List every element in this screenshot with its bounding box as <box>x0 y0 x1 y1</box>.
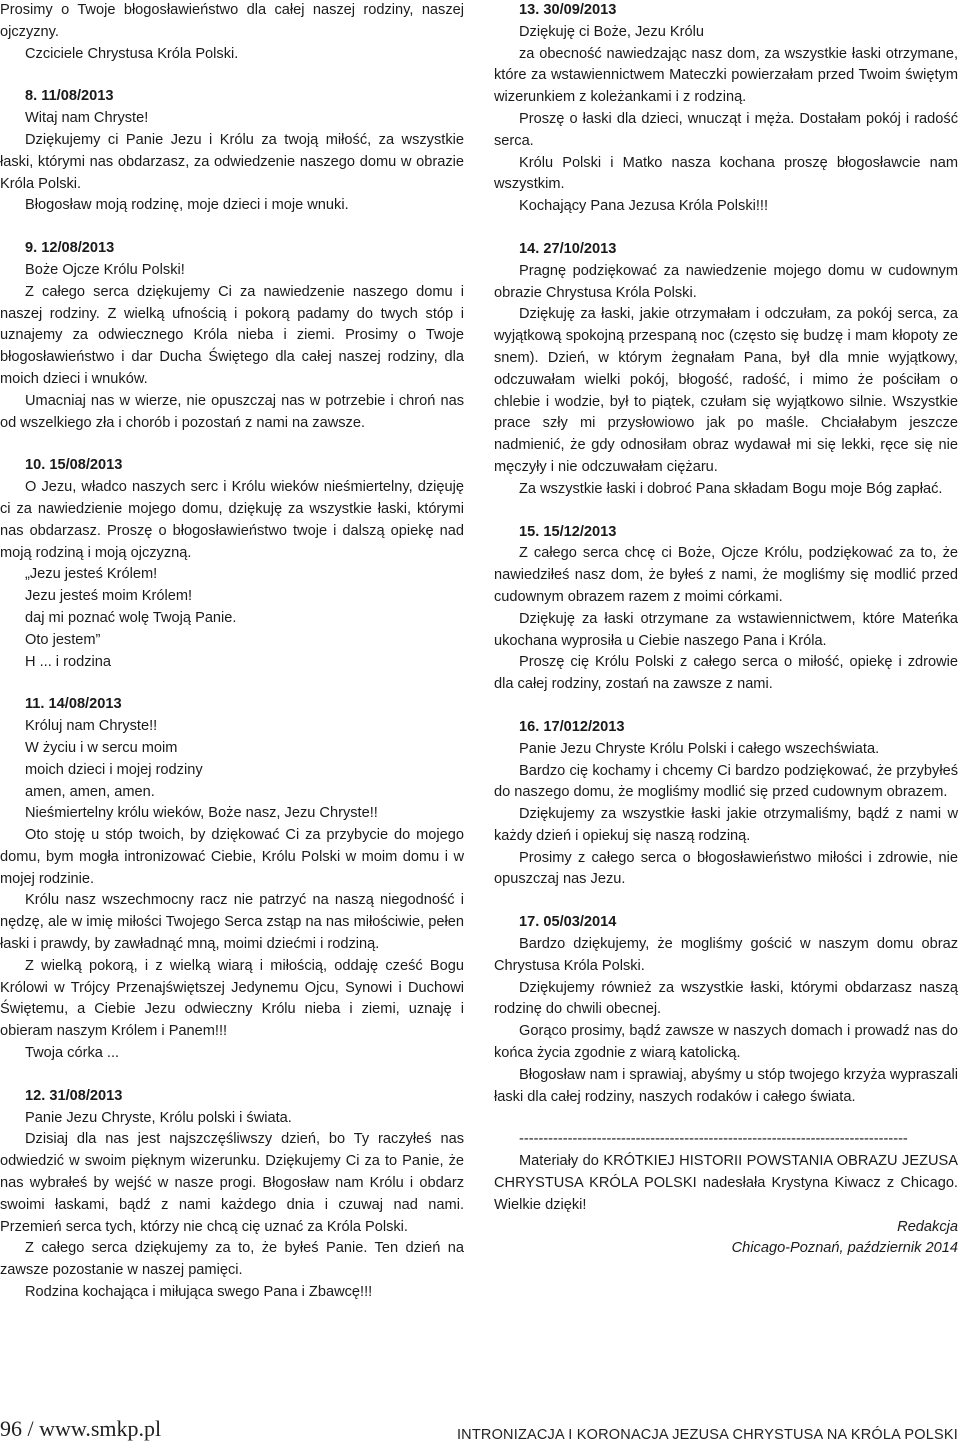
entry-signature: H ... i rodzina <box>25 653 111 670</box>
entry-number: 13. 30/09/2013 <box>519 2 617 18</box>
entry-17 <box>494 912 958 1108</box>
entry-15 <box>494 522 958 696</box>
entry-12 <box>0 1086 464 1304</box>
verse-line: Króluj nam Chryste!! <box>25 718 158 735</box>
entry-9 <box>0 238 464 434</box>
entry-paragraph: Pragnę podziękować za nawiedzenie mojego domu w cudownym obrazie Chrystusa Króla Polski. <box>494 262 958 301</box>
entry-paragraph: Z całego serca dziękujemy Ci za nawiedzenie naszego domu i naszej rodziny. Z wielką ufnością i pokorą padamy do twych stóp i uznajemy za odwiecznego Króla nieba i ziemi. Prosimy o Twoje błogosławieństwo i dar Ducha Świętego dla całej naszej rodziny, dla moich dzieci i wnuków. <box>0 283 464 387</box>
verse-line: daj mi poznać wolę Twoją Panie. <box>25 609 237 626</box>
entry-paragraph: za obecność nawiedzając nasz dom, za wszystkie łaski otrzymane, które za wstawiennictwem Mateczki powierzałam przed Twoim świętym wizerunkiem z koleżankami i z rodziną. <box>494 45 958 106</box>
entry-number: 16. 17/012/2013 <box>519 718 625 735</box>
entry-greeting: Dziękuję ci Boże, Jezu Królu <box>519 23 704 40</box>
entry-number: 14. 27/10/2013 <box>519 240 617 257</box>
verse-line: Oto jestem” <box>25 631 101 648</box>
entry-number: 17. 05/03/2014 <box>519 914 617 931</box>
intro-paragraph: Prosimy o Twoje błogosławieństwo dla całej naszej rodziny, naszej ojczyzny. <box>0 2 464 40</box>
verse-line: W życiu i w sercu moim <box>25 739 178 756</box>
entry-number: 9. 12/08/2013 <box>25 240 115 257</box>
entry-greeting: Panie Jezu Chryste, Królu polski i świata. <box>25 1109 292 1126</box>
entry-paragraph: Dziękujemy ci Panie Jezu i Królu za twoją miłość, za wszystkie łaski, którymi nas obdarzasz, za odwiedzenie naszego domu w obrazie Króla Polski. <box>0 131 464 192</box>
entry-paragraph: Bardzo dziękujemy, że mogliśmy gościć w naszym domu obraz Chrystusa Króla Polski. <box>494 936 958 974</box>
entry-paragraph: Dziękujemy również za wszystkie łaski, którymi obdarzasz naszą rodzinę do chwili obecnej. <box>494 979 958 1018</box>
editor-signature: Redakcja <box>897 1218 958 1235</box>
verse-line: amen, amen, amen. <box>25 783 155 800</box>
entry-paragraph: O Jezu, władco naszych serc i Królu wieków nieśmiertelny, dzięuję ci za nawiedzienie mojego domu, dziękuję za wszystkie łaski, którymi nas obdarzasz. Proszę o błogosławieństwo twoje i dalszą opiekę nad moją rodziną i moją ojczyzną. <box>0 479 464 561</box>
entry-13 <box>494 0 958 218</box>
entry-paragraph: Prosimy z całego serca o błogosławieństwo miłości i zdrowie, nie opuszczaj nas Jezu. <box>494 849 958 888</box>
credit-note: Materiały do KRÓTKIEJ HISTORII POWSTANIA OBRAZU JEZUSA CHRYSTUSA KRÓLA POLSKI nadesłała Krystyna Kiwacz z Chicago. Wielkie dzięki! <box>494 1153 958 1213</box>
entry-signature: Twoja córka ... <box>25 1045 120 1062</box>
intro-signature: Czciciele Chrystusa Króla Polski. <box>25 45 239 62</box>
entry-paragraph: Dziękuję za łaski, jakie otrzymałam i odczułam, za pokój serca, za wyjątkową spokojną przespaną noc (często się budzę i mam kłopoty ze snem). Dzień, w którym żegnałam Pana, był dla mnie wyjątkowy, odczuwałam wielki pokój, błogość, radość, i mimo że pościłam o chlebie i wodzie, był to piątek, czułam się wyjątkowo silnie. Wszystkie prace szły mi przysłowiowo jak po maśle. Chciałabym jeszcze nadmienić, że gdy odnosiłam obraz wydawał mi się lekki, ręce się nie męczyły i nie odczuwałam ciężaru. <box>494 306 958 475</box>
entry-number: 12. 31/08/2013 <box>25 1087 123 1104</box>
entry-paragraph: Proszę o łaski dla dzieci, wnucząt i męża. Dostałam pokój i radość serca. <box>494 110 958 149</box>
entry-signature: Kochający Pana Jezusa Króla Polski!!! <box>519 198 769 215</box>
entry-paragraph: Z całego serca chcę ci Boże, Ojcze Królu, podziękować za to, że nawiedziłeś nasz dom, że byłeś z nami, że mogliśmy się modlić przed cudownym obrazem razem z moimi córkami. <box>494 545 958 605</box>
entry-10 <box>0 455 464 673</box>
entry-paragraph: Błogosław moją rodzinę, moje dzieci i moje wnuki. <box>25 197 349 214</box>
left-column <box>0 0 464 1304</box>
entry-paragraph: Proszę cię Królu Polski z całego serca o miłość, opiekę i zdrowie dla całej rodziny, zostań na zawsze z nami. <box>494 654 958 693</box>
entry-paragraph: Bardzo cię kochamy i chcemy Ci bardzo podziękować, że przybyłeś do naszego domu, że mogliśmy modlić się przed cudownym obrazem. <box>494 762 958 801</box>
entry-greeting: Panie Jezu Chryste Królu Polski i całego wszechświata. <box>519 740 880 757</box>
entry-16 <box>494 717 958 891</box>
page-number-footer: 96 / www.smkp.pl <box>0 1416 162 1441</box>
entry-paragraph: Królu nasz wszechmocny racz nie patrzyć na naszą niegodność i nędzę, ale w imię miłości Twojego Serca zstąp na nas miłościwie, pełen łaski i prawdy, by zawładnąć mną, moimi dziećmi i rodziną. <box>0 892 464 953</box>
entry-14 <box>494 239 958 501</box>
entry-number: 15. 15/12/2013 <box>519 523 617 540</box>
entry-greeting: Witaj nam Chryste! <box>25 110 149 127</box>
entry-paragraph: Dzisiaj dla nas jest najszczęśliwszy dzień, bo Ty raczyłeś nas odwiedzić w swoim pięknym wizerunku. Dziękujemy Ci za to Panie, że nas wybrałeś by wejść w nasze progi. Błogosław nam Królu i obdarz swoimi łaskami, bądź z nami każdego dnia i czuwaj nad nami. Przemień serca tych, którzy nie chcą cię uznać za Króla Polski. <box>0 1131 464 1235</box>
entry-paragraph: Dziękujemy za wszystkie łaski jakie otrzymaliśmy, bądź z nami w każdy dzień i opiekuj się naszą rodziną. <box>494 806 958 844</box>
entry-paragraph: Za wszystkie łaski i dobroć Pana składam Bogu moje Bóg zapłać. <box>519 480 943 497</box>
entry-paragraph: Gorąco prosimy, bądź zawsze w naszych domach i prowadź nas do końca życia zgodnie z wiarą katolicką. <box>494 1023 958 1062</box>
entry-number: 11. 14/08/2013 <box>25 696 122 713</box>
entry-8 <box>0 86 464 217</box>
entry-paragraph: Dziękuję za łaski otrzymane za wstawiennictwem, które Mateńka ukochana wyprosiła u Ciebie naszego Pana i Króla. <box>494 610 958 649</box>
verse-line: „Jezu jesteś Królem! <box>25 566 158 583</box>
right-column <box>494 0 958 1260</box>
verse-line: Nieśmiertelny królu wieków, Boże nasz, Jezu Chryste!! <box>25 805 378 822</box>
entry-paragraph: Rodzina kochająca i miłująca swego Pana i Zbawcę!!! <box>25 1284 373 1301</box>
entry-paragraph: Umacniaj nas w wierze, nie opuszczaj nas w potrzebie i chroń nas od wszelkiego zła i chorób i pozostań z nami na zawsze. <box>0 392 464 431</box>
entry-paragraph: Błogosław nam i sprawiaj, abyśmy u stóp twojego krzyża wypraszali łaski dla całej rodziny, naszych rodaków i całego świata. <box>494 1066 958 1105</box>
separator-line: -------------------------------------------------------------------------------- <box>519 1131 908 1148</box>
entry-greeting: Boże Ojcze Królu Polski! <box>25 261 185 278</box>
entry-number: 8. 11/08/2013 <box>25 88 114 105</box>
entry-paragraph: Oto stoję u stóp twoich, by dziękować Ci za przybycie do mojego domu, bym mogła intronizować Ciebie, Królu Polski w moim domu i w mojej rodzinie. <box>0 827 464 887</box>
entry-number: 10. 15/08/2013 <box>25 457 123 474</box>
verse-line: Jezu jesteś moim Królem! <box>25 588 193 605</box>
verse-line: moich dzieci i mojej rodziny <box>25 761 203 778</box>
entry-paragraph: Królu Polski i Matko nasza kochana proszę błogosławcie nam wszystkim. <box>494 154 958 193</box>
entry-11 <box>0 694 464 1065</box>
entry-paragraph: Z wielką pokorą, i z wielką wiarą i miłością, oddaję cześć Bogu Królowi w Trójcy Przenajświętszej Jedynemu Ojcu, Synowi i Duchowi Świętemu, a Ciebie Jezu odwieczny Królu nieba i ziemi, uznaję i obieram naszym Królem i Panem!!! <box>0 957 464 1040</box>
entry-paragraph: Z całego serca dziękujemy za to, że byłeś Panie. Ten dzień na zawsze pozostanie w naszej pamięci. <box>0 1240 464 1279</box>
running-title-footer: INTRONIZACJA I KORONACJA JEZUSA CHRYSTUSA NA KRÓLA POLSKI <box>456 1427 958 1443</box>
place-date: Chicago-Poznań, październik 2014 <box>731 1240 958 1257</box>
